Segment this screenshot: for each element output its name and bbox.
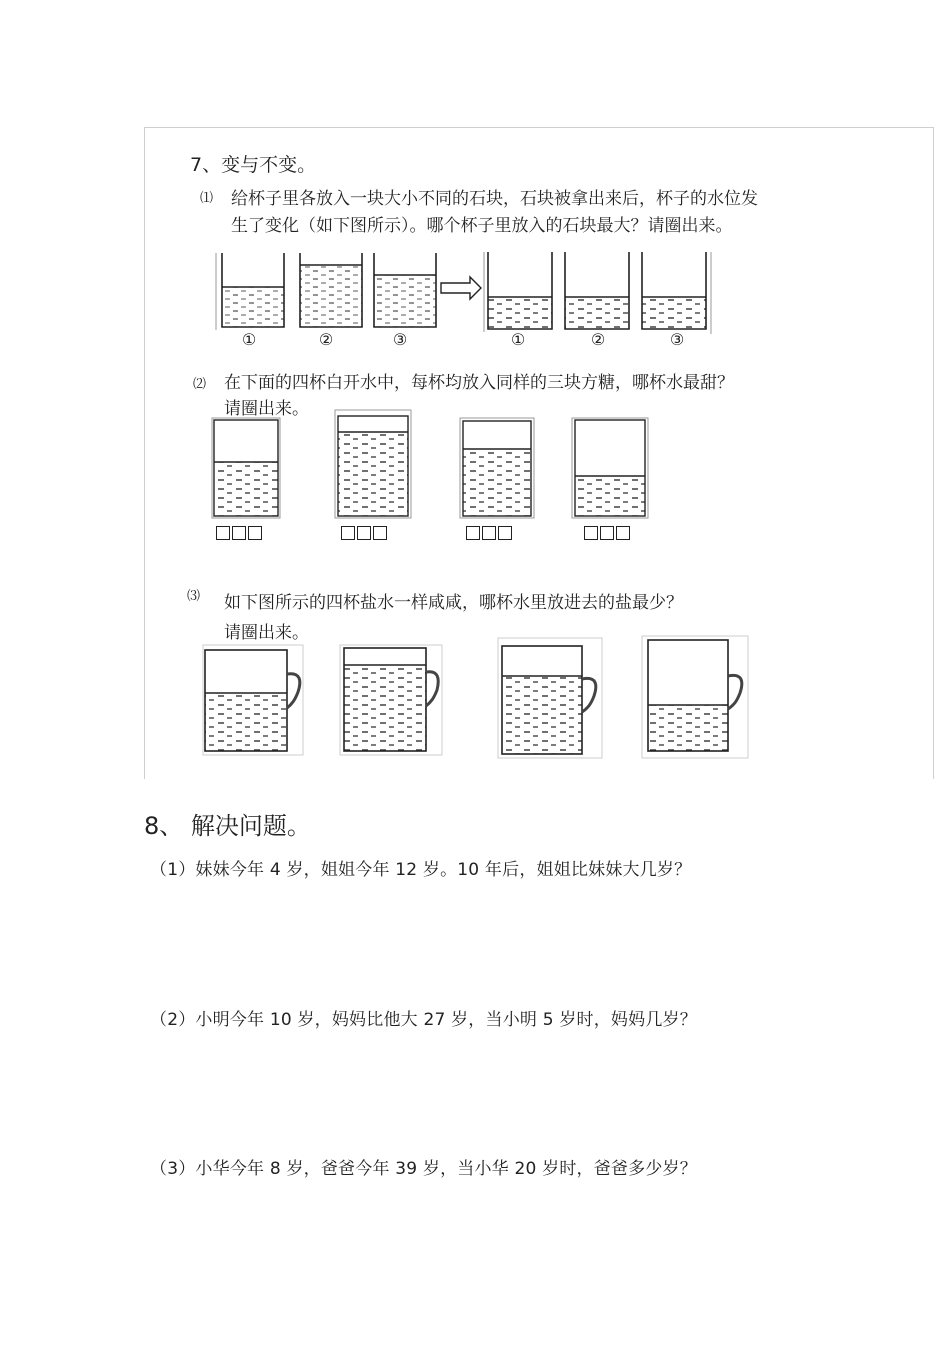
water-glass-1 [212, 418, 280, 518]
part-2-line-1: 在下面的四杯白开水中，每杯均放入同样的三块方糖，哪杯水最甜？ [224, 373, 734, 393]
part-1-line-1: 给杯子里各放入一块大小不同的石块，石块被拿出来后，杯子的水位发 [231, 189, 758, 209]
sugar-cubes-2 [341, 526, 387, 540]
part-2-line-2: 请圈出来。 [224, 399, 309, 419]
salt-mug-2 [340, 645, 442, 755]
part-3-line-1: 如下图所示的四杯盐水一样咸咸，哪杯水里放进去的盐最少？ [224, 593, 683, 613]
label-after-1: ① [510, 330, 526, 349]
problem-3: （3）小华今年 8 岁，爸爸今年 39 岁，当小华 20 岁时，爸爸多少岁？ [150, 1159, 697, 1179]
sugar-cubes-3 [466, 526, 512, 540]
part-1-line-2: 生了变化（如下图所示）。哪个杯子里放入的石块最大？请圈出来。 [231, 216, 733, 236]
stone-cup-after-2 [565, 252, 629, 329]
question-8-title: 8、 解决问题。 [144, 812, 311, 840]
sugar-cubes-1 [216, 526, 262, 540]
water-glass-2 [335, 410, 411, 518]
problem-1: （1）妹妹今年 4 岁，姐姐今年 12 岁。10 年后，姐姐比妹妹大几岁？ [150, 860, 692, 880]
water-glass-3 [460, 418, 534, 518]
label-after-2: ② [590, 330, 606, 349]
stone-cup-after-1 [484, 252, 552, 332]
water-glass-4 [572, 418, 648, 518]
sugar-cubes-4 [584, 526, 630, 540]
salt-mug-1 [203, 645, 303, 755]
part-3-line-2: 请圈出来。 [224, 623, 309, 643]
label-before-1: ① [241, 330, 257, 349]
part-1-number: ⑴ [200, 191, 214, 206]
question-7-title: 7、变与不变。 [190, 154, 317, 176]
salt-mug-4 [642, 636, 748, 758]
problem-2: （2）小明今年 10 岁，妈妈比他大 27 岁，当小明 5 岁时，妈妈几岁？ [150, 1010, 697, 1030]
stone-cup-before-2 [300, 253, 362, 327]
part-2-number: ⑵ [193, 377, 207, 392]
stone-cup-after-3 [642, 252, 711, 334]
part-3-number: ⑶ [187, 589, 201, 604]
stone-cup-before-1 [216, 253, 284, 330]
arrow-icon [441, 277, 481, 299]
label-before-3: ③ [392, 330, 408, 349]
salt-mug-3 [498, 638, 602, 758]
label-after-3: ③ [669, 330, 685, 349]
label-before-2: ② [318, 330, 334, 349]
stone-cup-before-3 [374, 253, 436, 327]
